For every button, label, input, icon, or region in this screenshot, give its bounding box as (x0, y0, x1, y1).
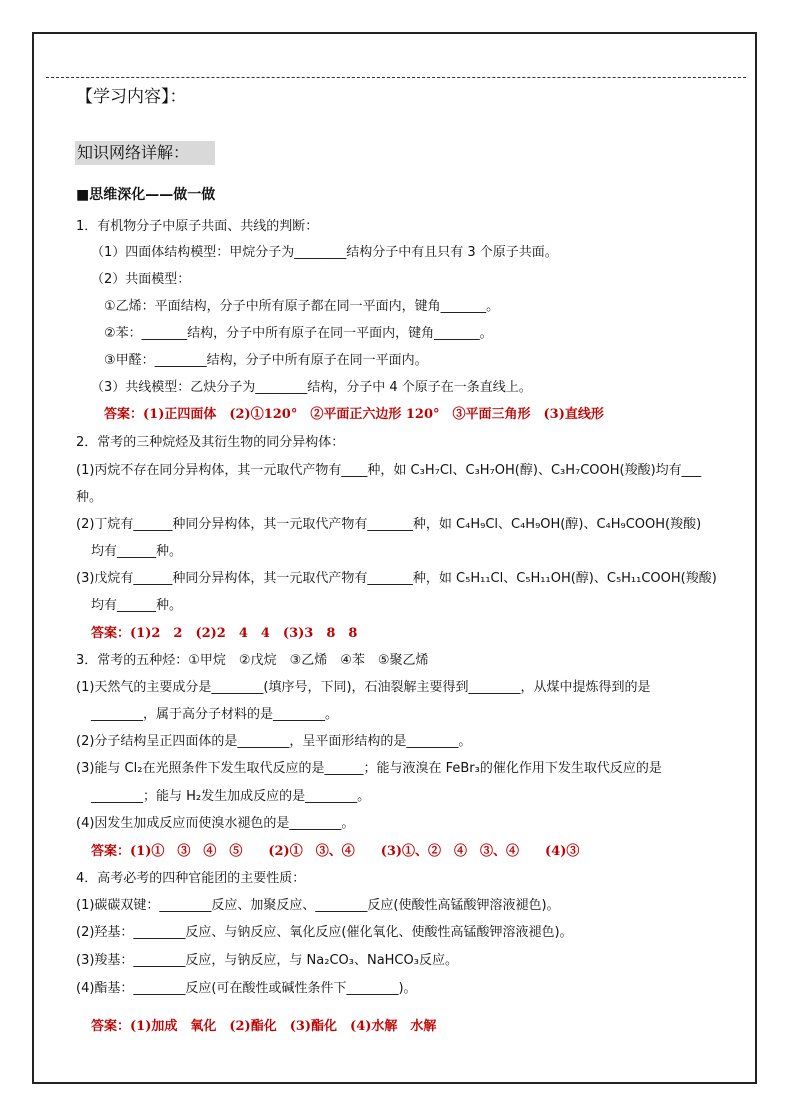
knowledge-network-label: 知识网络详解： (75, 141, 215, 165)
subheading: ■思维深化——做一做 (76, 187, 216, 203)
dashed-divider (46, 77, 746, 78)
q3-line-2: (2)分子结构呈正四面体的是________，呈平面形结构的是________。 (76, 734, 472, 749)
q2-line-2b: 均有______种。 (91, 544, 183, 559)
q4-line-4: (4)酯基：________反应(可在酸性或碱性条件下________)。 (76, 981, 417, 996)
q2-title: 2．常考的三种烷烃及其衍生物的同分异构体： (76, 435, 345, 450)
q2-line-2: (2)丁烷有______种同分异构体，其一元取代产物有_______种，如 C₄H₉Cl、C₄H₉OH(醇)、C₄H₉COOH(羧酸) (76, 517, 702, 532)
q1-line-5: ③甲醛：________结构，分子中所有原子在同一平面内。 (104, 353, 428, 368)
q2-line-1b: 种。 (76, 490, 103, 505)
q3-title: 3．常考的五种烃：①甲烷 ②戊烷 ③乙烯 ④苯 ⑤聚乙烯 (76, 653, 429, 668)
q1-answer: 答案：(1)正四面体 (2)①120° ②平面正六边形 120° ③平面三角形 (3)直线形 (104, 407, 604, 422)
q3-line-3b: ________；能与 H₂发生加成反应的是________。 (91, 789, 371, 804)
q3-line-1b: ________，属于高分子材料的是________。 (91, 707, 339, 722)
q2-line-3b: 均有______种。 (91, 598, 183, 613)
q3-answer: 答案：(1)① ③ ④ ⑤ (2)① ③、④ (3)①、② ④ ③、④ (4)③ (91, 844, 580, 859)
q3-line-1: (1)天然气的主要成分是________(填序号，下同)，石油裂解主要得到________，从煤中提炼得到的是 (76, 680, 651, 695)
q1-title: 1．有机物分子中原子共面、共线的判断： (76, 219, 319, 234)
q1-line-4: ②苯：_______结构，分子中所有原子在同一平面内，键角_______。 (104, 326, 493, 341)
q4-line-3: (3)羧基：________反应，与钠反应，与 Na₂CO₃、NaHCO₃反应。 (76, 953, 458, 968)
q2-line-1: (1)丙烷不存在同分异构体，其一元取代产物有____种，如 C₃H₇Cl、C₃H₇OH(醇)、C₃H₇COOH(羧酸)均有___ (76, 463, 702, 478)
q2-answer: 答案：(1)2 2 (2)2 4 4 (3)3 8 8 (91, 626, 358, 641)
q4-title: 4．高考必考的四种官能团的主要性质： (76, 871, 306, 886)
q3-line-4: (4)因发生加成反应而使溴水褪色的是________。 (76, 816, 355, 831)
q4-line-1: (1)碳碳双键：________反应、加聚反应、________反应(使酸性高锰酸钾溶液褪色)。 (76, 898, 560, 913)
q4-answer: 答案：(1)加成 氧化 (2)酯化 (3)酯化 (4)水解 水解 (91, 1019, 437, 1034)
q3-line-3: (3)能与 Cl₂在光照条件下发生取代反应的是______；能与液溴在 FeBr₃的催化作用下发生取代反应的是 (76, 761, 662, 776)
q4-line-2: (2)羟基：________反应、与钠反应、氧化反应(催化氧化、使酸性高锰酸钾溶液褪色)。 (76, 925, 573, 940)
q1-line-1: （1）四面体结构模型：甲烷分子为________结构分子中有且只有 3 个原子共面。 (91, 245, 558, 260)
learning-content-heading: 【学习内容】： (76, 87, 187, 107)
q2-line-3: (3)戊烷有______种同分异构体，其一元取代产物有_______种，如 C₅H₁₁Cl、C₅H₁₁OH(醇)、C₅H₁₁COOH(羧酸) (76, 571, 717, 586)
q1-line-2: （2）共面模型： (91, 272, 191, 287)
q1-line-3: ①乙烯：平面结构，分子中所有原子都在同一平面内，键角_______。 (104, 299, 500, 314)
q1-line-6: （3）共线模型：乙炔分子为________结构，分子中 4 个原子在一条直线上。 (91, 380, 532, 395)
